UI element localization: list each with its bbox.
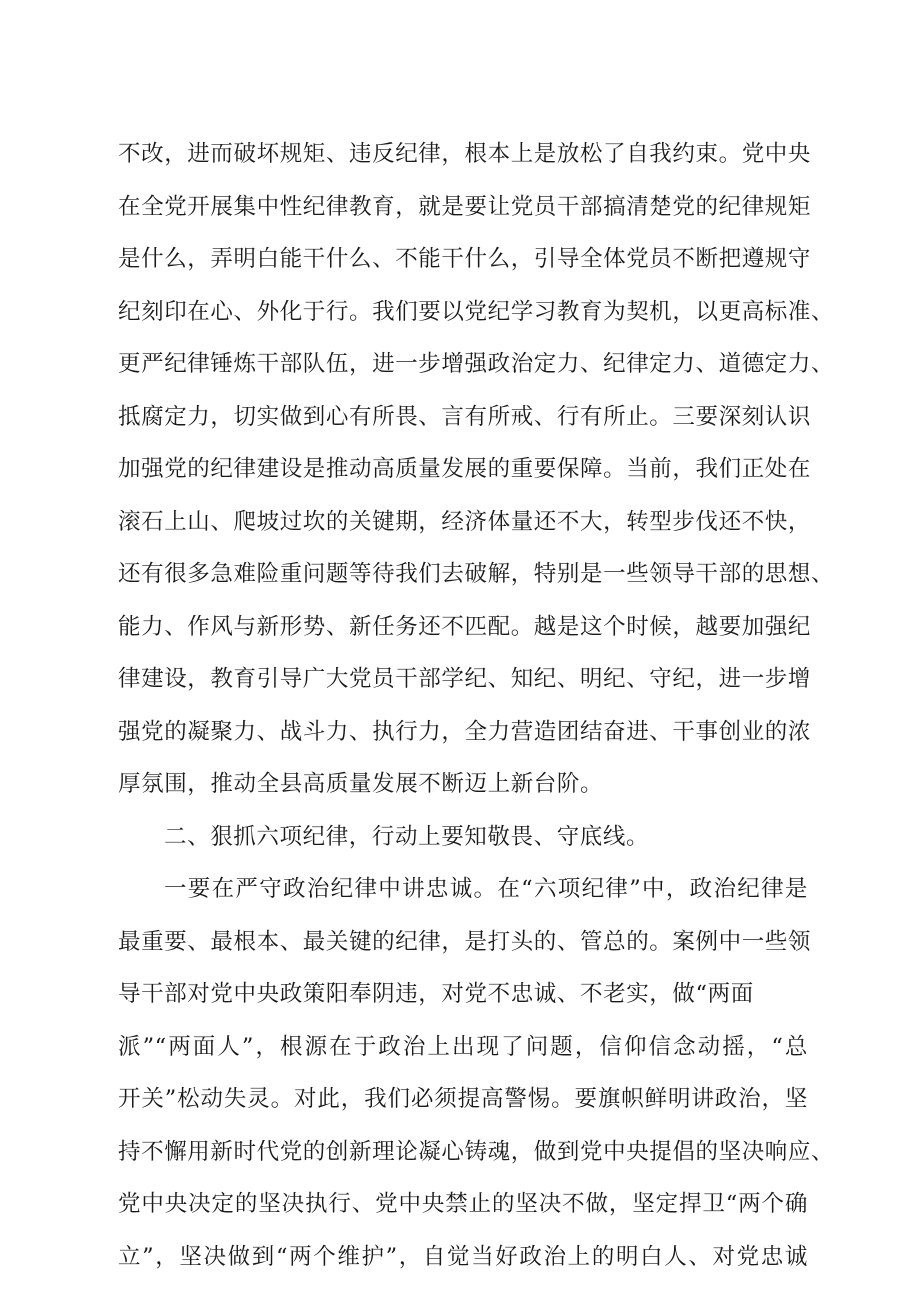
paragraph-line: 最重要、最根本、最关键的纪律，是打头的、管总的。案例中一些领 [118, 928, 812, 955]
paragraph-line: 强党的凝聚力、战斗力、执行力，全力营造团结奋进、干事创业的浓 [118, 718, 812, 745]
paragraph-line: 厚氛围，推动全县高质量发展不断迈上新台阶。 [118, 771, 604, 797]
paragraph-line: 导干部对党中央政策阳奉阴违，对党不忠诚、不老实，做“两面 [118, 981, 754, 1007]
paragraph-line: 更严纪律锤炼干部队伍，进一步增强政治定力、纪律定力、道德定力、 [118, 351, 835, 377]
paragraph-line: 加强党的纪律建设是推动高质量发展的重要保障。当前，我们正处在 [118, 456, 812, 482]
paragraph-line: 是什么，弄明白能干什么、不能干什么，引导全体党员不断把遵规守 [118, 246, 812, 272]
paragraph-line: 还有很多急难险重问题等待我们去破解，特别是一些领导干部的思想、 [118, 561, 835, 587]
paragraph-line: 开关”松动失灵。对此，我们必须提高警惕。要旗帜鲜明讲政治，坚 [118, 1086, 808, 1112]
paragraph-line: 派”“两面人”，根源在于政治上出现了问题，信仰信念动摇，“总 [118, 1033, 808, 1060]
paragraph-line: 律建设，教育引导广大党员干部学纪、知纪、明纪、守纪，进一步增 [118, 666, 812, 692]
paragraph-line: 持不懈用新时代党的创新理论凝心铸魂，做到党中央提倡的坚决响应、 [118, 1138, 835, 1165]
paragraph-line: 党中央决定的坚决执行、党中央禁止的坚决不做，坚定捍卫“两个确 [118, 1191, 808, 1217]
paragraph-line: 一要在严守政治纪律中讲忠诚。在“六项纪律”中，政治纪律是 [164, 876, 808, 902]
document-body [118, 128, 835, 1283]
section-heading: 二、狠抓六项纪律，行动上要知敬畏、守底线。 [164, 823, 650, 850]
paragraph-line: 立”，坚决做到“两个维护”，自觉当好政治上的明白人、对党忠诚 [118, 1243, 808, 1270]
paragraph-line: 在全党开展集中性纪律教育，就是要让党员干部搞清楚党的纪律规矩 [118, 193, 812, 220]
paragraph-line: 不改，进而破坏规矩、违反纪律，根本上是放松了自我约束。党中央 [118, 141, 812, 167]
paragraph-line: 纪刻印在心、外化于行。我们要以党纪学习教育为契机，以更高标准、 [118, 298, 835, 325]
paragraph-line: 滚石上山、爬坡过坎的关键期，经济体量还不大，转型步伐还不快， [118, 508, 812, 535]
paragraph-line: 抵腐定力，切实做到心有所畏、言有所戒、行有所止。三要深刻认识 [118, 403, 812, 430]
paragraph-line: 能力、作风与新形势、新任务还不匹配。越是这个时候，越要加强纪 [118, 613, 812, 640]
